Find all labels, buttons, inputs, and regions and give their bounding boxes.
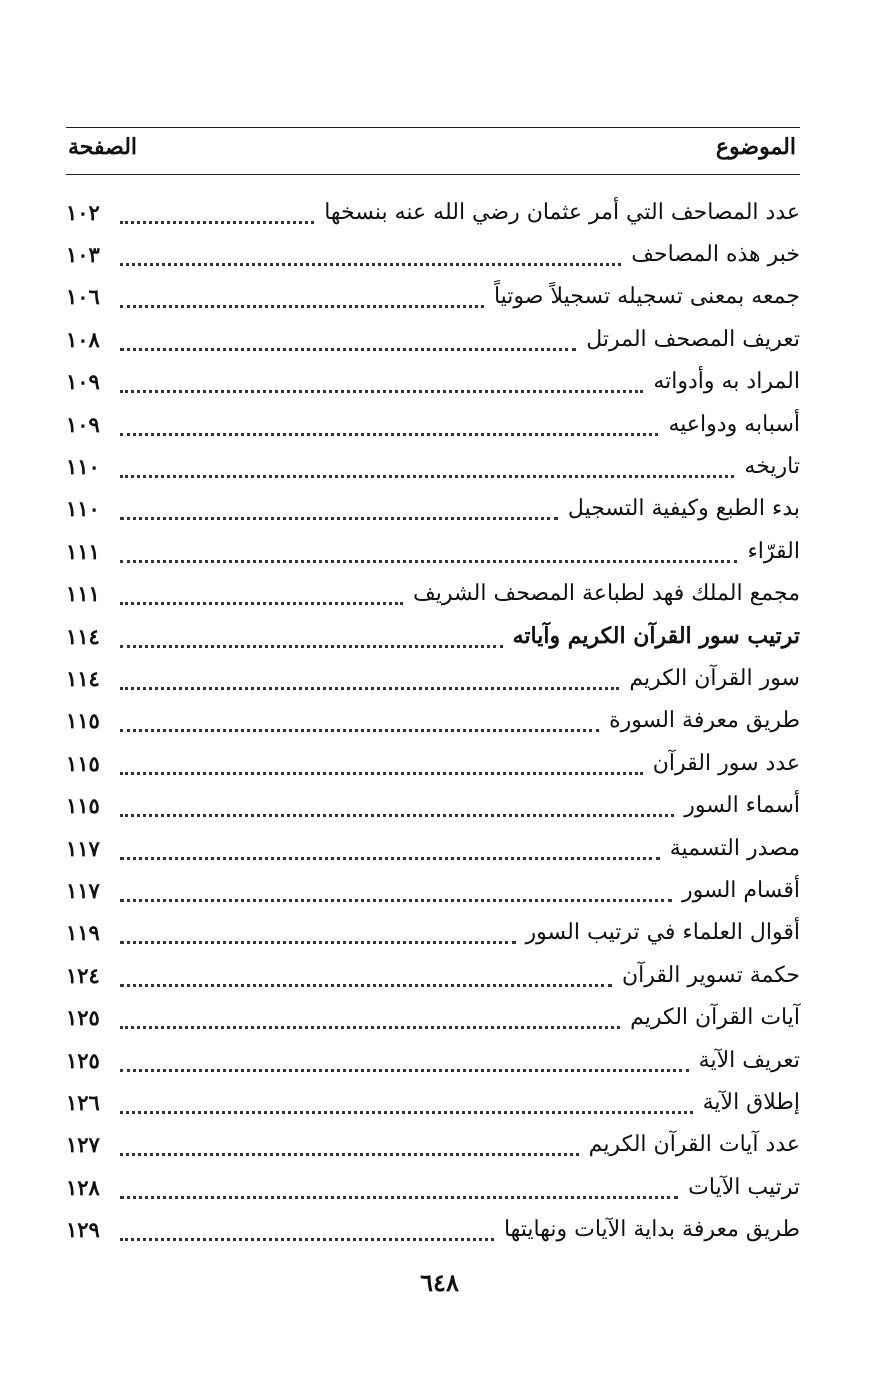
table-of-contents	[66, 191, 800, 1251]
dot-leader	[120, 1024, 620, 1029]
toc-entry	[66, 318, 800, 360]
toc-entry-page: ١٢٥	[66, 1047, 100, 1073]
toc-entry-page: ١١٤	[66, 665, 100, 691]
toc-entry-title: المراد به وأدواته	[653, 369, 800, 395]
toc-entry-page: ١١٥	[66, 708, 100, 734]
toc-entry-title: طريق معرفة السورة	[609, 708, 800, 734]
page-column-heading: الصفحة	[68, 134, 138, 160]
toc-entry-title: طريق معرفة بداية الآيات ونهايتها	[503, 1217, 800, 1243]
topic-column-heading: الموضوع	[715, 134, 796, 160]
toc-entry-title: مجمع الملك فهد لطباعة المصحف الشريف	[412, 581, 800, 607]
toc-entry-page: ١٢٤	[66, 962, 100, 988]
toc-entry-title: ترتيب سور القرآن الكريم وآياته	[512, 623, 800, 650]
toc-entry-page: ١١٧	[66, 877, 100, 903]
toc-entry-title: عدد آيات القرآن الكريم	[588, 1132, 800, 1158]
toc-header	[66, 127, 800, 175]
toc-entry-title: خبر هذه المصاحف	[631, 242, 800, 268]
dot-leader	[120, 600, 403, 605]
dot-leader	[120, 431, 658, 436]
toc-entry-page: ١٠٢	[66, 199, 100, 225]
dot-leader	[120, 812, 674, 817]
toc-entry-title: أسبابه ودواعيه	[668, 411, 800, 437]
toc-entry	[66, 403, 800, 445]
toc-entry-title: عدد المصاحف التي أمر عثمان رضي الله عنه بنسخها	[324, 199, 800, 225]
toc-entry-page: ١١٠	[66, 496, 100, 522]
dot-leader	[120, 1194, 678, 1199]
toc-entry-title: تاريخه	[744, 454, 800, 480]
toc-entry-page: ١١٤	[66, 623, 100, 649]
toc-entry	[66, 784, 800, 826]
toc-entry	[66, 276, 800, 318]
toc-entry	[66, 191, 800, 233]
dot-leader	[120, 219, 314, 224]
toc-entry-title: عدد سور القرآن	[652, 750, 800, 776]
toc-entry	[66, 445, 800, 487]
toc-entry	[66, 233, 800, 275]
toc-entry	[66, 361, 800, 403]
page-number: ٦٤٨	[420, 1268, 459, 1297]
toc-entry-title: أقسام السور	[681, 877, 800, 903]
toc-entry-page: ١١٩	[66, 920, 100, 946]
toc-entry-page: ١٢٦	[66, 1089, 100, 1115]
toc-entry-page: ١١١	[66, 581, 100, 607]
toc-entry	[66, 700, 800, 742]
toc-entry	[66, 827, 800, 869]
toc-entry	[66, 912, 800, 954]
dot-leader	[120, 685, 619, 690]
dot-leader	[120, 388, 643, 393]
toc-entry	[66, 1208, 800, 1250]
dot-leader	[120, 770, 643, 775]
toc-entry-page: ١٢٩	[66, 1217, 100, 1243]
toc-entry-title: إطلاق الآية	[702, 1089, 800, 1115]
toc-entry	[66, 742, 800, 784]
toc-entry-page: ١١٥	[66, 750, 100, 776]
toc-entry	[66, 996, 800, 1038]
dot-leader	[120, 855, 660, 860]
toc-entry-page: ١٠٨	[66, 326, 100, 352]
dot-leader	[120, 1151, 579, 1156]
toc-entry-page: ١٢٥	[66, 1005, 100, 1031]
toc-entry	[66, 530, 800, 572]
toc-entry-page: ١١٠	[66, 454, 100, 480]
toc-entry-page: ١٠٣	[66, 242, 100, 268]
toc-entry-title: بدء الطبع وكيفية التسجيل	[567, 496, 800, 522]
toc-entry-page: ١٠٩	[66, 369, 100, 395]
toc-entry-title: آيات القرآن الكريم	[630, 1005, 800, 1031]
toc-entry-title: سور القرآن الكريم	[629, 665, 800, 691]
dot-leader	[120, 982, 612, 987]
dot-leader	[120, 515, 558, 520]
toc-entry-page: ١٠٦	[66, 284, 100, 310]
dot-leader	[120, 261, 621, 266]
toc-entry-title: تعريف المصحف المرتل	[586, 326, 800, 352]
toc-entry	[66, 954, 800, 996]
toc-entry	[66, 869, 800, 911]
dot-leader	[120, 1067, 689, 1072]
dot-leader	[120, 897, 672, 902]
toc-entry-title: القرّاء	[747, 538, 800, 564]
dot-leader	[120, 346, 576, 351]
dot-leader	[120, 558, 737, 563]
toc-entry	[66, 657, 800, 699]
toc-entry	[66, 615, 800, 657]
toc-entry-title: حكمة تسوير القرآن	[622, 962, 800, 988]
toc-entry-title: ترتيب الآيات	[688, 1174, 800, 1200]
toc-entry-title: تعريف الآية	[698, 1047, 800, 1073]
toc-entry	[66, 1039, 800, 1081]
toc-entry-title: مصدر التسمية	[669, 835, 800, 861]
toc-entry-page: ١٠٩	[66, 411, 100, 437]
toc-entry-title: أسماء السور	[684, 793, 800, 819]
dot-leader	[120, 1109, 693, 1114]
toc-entry-page: ١١١	[66, 538, 100, 564]
toc-entry	[66, 488, 800, 530]
dot-leader	[120, 727, 599, 732]
toc-entry-title: جمعه بمعنى تسجيله تسجيلاً صوتياً	[493, 284, 800, 310]
dot-leader	[120, 939, 516, 944]
toc-entry-page: ١١٧	[66, 835, 100, 861]
toc-entry	[66, 1166, 800, 1208]
toc-entry-page: ١١٥	[66, 793, 100, 819]
dot-leader	[120, 473, 734, 478]
toc-entry-page: ١٢٧	[66, 1132, 100, 1158]
toc-entry	[66, 1081, 800, 1123]
dot-leader	[120, 643, 503, 648]
toc-entry-page: ١٢٨	[66, 1174, 100, 1200]
toc-entry-title: أقوال العلماء في ترتيب السور	[525, 920, 800, 946]
dot-leader	[120, 1236, 494, 1241]
toc-entry	[66, 573, 800, 615]
toc-entry	[66, 1124, 800, 1166]
dot-leader	[120, 303, 484, 308]
